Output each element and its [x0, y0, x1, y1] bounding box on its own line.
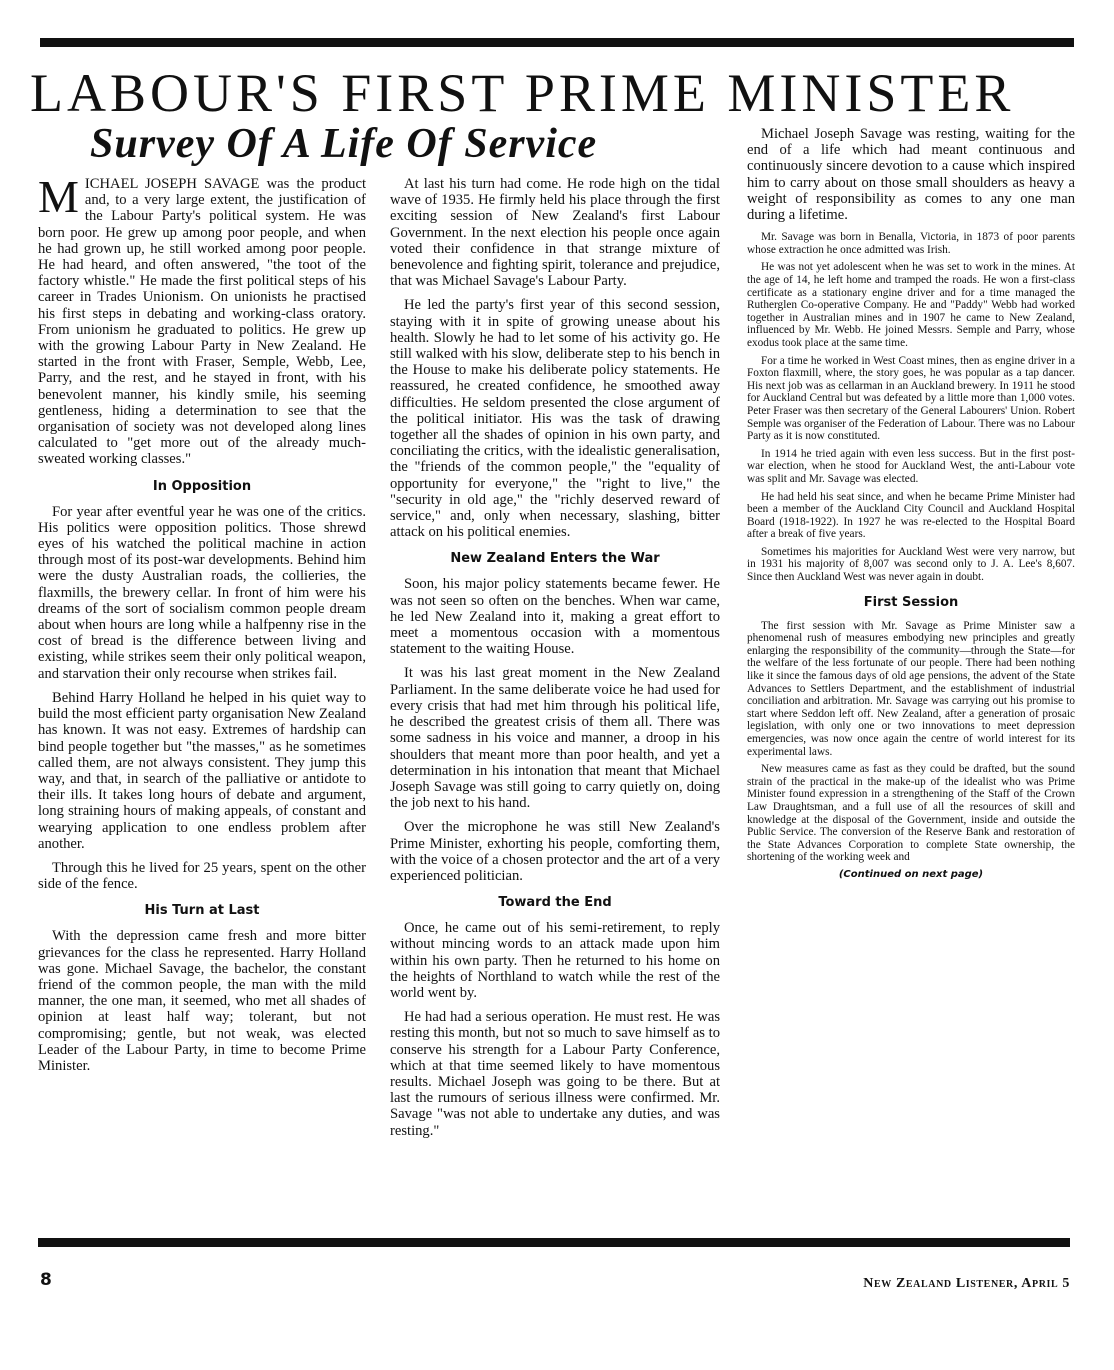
publication-footer: New Zealand Listener, April 5: [863, 1276, 1070, 1291]
bio-paragraph: Mr. Savage was born in Benalla, Victoria, in 1873 of poor parents whose extraction he once admitted was Irish.: [747, 231, 1075, 256]
drop-cap: M: [38, 171, 79, 222]
section-heading-war: New Zealand Enters the War: [450, 551, 660, 567]
section-heading-turn: His Turn at Last: [144, 903, 260, 919]
bio-paragraph: Sometimes his majorities for Auckland West were very narrow, but in 1931 his majority of 8,007 was second only to J. A. Lee's 8,607. Since then Auckland West was never again in doubt.: [747, 545, 1075, 584]
top-rule: [40, 38, 1074, 47]
section-heading-end: Toward the End: [498, 895, 612, 911]
paragraph: Michael Joseph Savage was resting, waiting for the end of a life which had meant continuous and continuously sincere devotion to a cause which inspired him to carry about on those small shoulders as heavy a weight of responsibility as comes to any one man during a lifetime.: [747, 126, 1075, 224]
paragraph: It was his last great moment in the New Zealand Parliament. In the same deliberate voice he had used for every crisis that had met him through his political life, he described the greatest crisis of them all. There was some sadness in his voice and manner, a droop in his shoulders that meant more than poor health, and yet a determination in his intonation that meant that Michael Joseph Savage was still going to carry quietly on, doing the job next to his hand.: [390, 665, 720, 812]
paragraph: He led the party's first year of this second session, staying with it in spite of growing unease about his health. Slowly he had to let some of his activity go. He still walked with his slow, deliberate step to his bench in the House to make his deliberate policy statements. He reassured, he created confidence, he smoothed away difficulties. He seldom presented the close argument of the political initiator. His was the task of drawing together all the shades of opinion in his own party, and conciliating the critics, with the idealistic generalisation, the "friends of the common people," the "equality of opportunity for everyone," the "right to live," the "security in old age," the "richly deserved reward of service," and, only when necessary, slashing, bitter attack on his political enemies.: [390, 297, 720, 541]
column-2: [390, 176, 720, 1147]
headline: LABOUR'S FIRST PRIME MINISTER: [30, 63, 1015, 123]
bio-paragraph: In 1914 he tried again with even less success. But in the first post-war election, when he stood for Auckland West, the anti-Labour vote was split and Mr. Savage was elected.: [747, 447, 1075, 485]
lead-paragraph: [38, 171, 366, 468]
bio-paragraph: He had held his seat since, and when he became Prime Minister had been a member of the Auckland City Council and Auckland Hospital Board (1918-1922). In 1927 he was re-elected to the Hospital Board after a break of five years.: [747, 490, 1075, 541]
continued-note: (Continued on next page): [838, 868, 984, 880]
bio-paragraph: For a time he worked in West Coast mines, then as engine driver in a Foxton flaxmill, where, the story goes, he was popular as a tap dancer. His next job was as cellarman in an Auckland brewery. In 1911 he stood for Auckland Central but was defeated by a little more than 1,000 votes. Peter Fraser was then secretary of the General Labourers' Union. Robert Semple was organiser of the Federation of Labour. There was no Labour Party as it is now constituted.: [747, 354, 1075, 443]
paragraph: For year after eventful year he was one of the critics. His politics were opposition politics. Those shrewd eyes of his watched the political machine in action through most of its post-war developments. Behind him were the dusty Australian roads, the collieries, the flaxmills, the brewery cellar. In front of him were his dreams of the sort of socialism common people dream about when hours are long while a halfpenny rise in the cost of bread is the difference between living and existing, while strikes seem their only political weapon, and starvation their only recourse when strikes fail.: [38, 503, 366, 682]
section-heading-session: First Session: [863, 594, 959, 610]
paragraph: The first session with Mr. Savage as Prime Minister saw a phenomenal rush of measures embodying new principles and greatly enlarging the responsibility of the community—through the State—for the welfare of the less fortunate of our people. There had been nothing like it since the famous days of old age pensions, the advent of the State Advances to Settlers Department, and the establishment of industrial conciliation and arbitration. Mr. Savage was carrying out his promise to start where Seddon left off. New Zealand, after a generation of prosaic legislation, with only one or two innovations to meet depression emergencies, was now once again the centre of world interest for its experimental laws.: [747, 619, 1075, 758]
lead-text: ICHAEL JOSEPH SAVAGE was the product and, to a very large extent, the justification of the Labour Party's political system. He was born poor. He grew up among poor people, and when he had grown up, he still worked among poor people. He had heard, and often answered, "the toot of the factory whistle." He made the first political steps of his career in Trades Unionism. On unionists he practised his first steps in debating and working-class oratory. From unionism he graduated to politics. He grew up with the growing Labour Party in New Zealand. He started in the front with Fraser, Semple, Webb, Lee, Parry, and the rest, and he stayed in front, with his benevolent manner, his kindly smile, his seeming gentleness, hiding a determination to see that the organisation of society was not developed along lines calculated to "get more out of the already much-sweated working classes.": [38, 176, 366, 468]
paragraph: He had had a serious operation. He must rest. He was resting this month, but not so much to save himself as to conserve his strength for a Labour Party Conference, which at that time seemed likely to have momentous results. Michael Joseph was going to be there. But at last the rumours of serious illness were confirmed. Mr. Savage "was not able to undertake any duties, and was resting.": [390, 1009, 720, 1139]
paragraph: Through this he lived for 25 years, spent on the other side of the fence.: [38, 859, 366, 893]
paragraph: Behind Harry Holland he helped in his quiet way to build the most efficient party organisation New Zealand has known. It was not easy. Extremes of hardship can bind people together but "the masses," as he sometimes called them, are not always consistent. They jump this way, and that, in search of the palliative or antidote to their ills. It takes long hours of debate and argument, long straining hours of making appeals, of constant and wearying application to one endless problem after another.: [38, 689, 366, 852]
paragraph: Soon, his major policy statements became fewer. He was not seen so often on the benches. When war came, he led New Zealand into it, making a great effort to meet a momentous occasion with a momentous statement to the waiting House.: [390, 576, 720, 658]
paragraph: Once, he came out of his semi-retirement, to reply without mincing words to an attack made upon him within his own party. Then he returned to his home on the heights of Northland to watch while the rest of the world went by.: [390, 920, 720, 1001]
paragraph: New measures came as fast as they could be drafted, but the sound strain of the practical in the make-up of the idealist who was Prime Minister found expression in a strengthening of the Staff of the Crown Law Draughtsman, and a full use of all the resources of skill and knowledge at the disposal of the Government, inside and outside the Public Service. The conversion of the Reserve Bank and restoration of the State Advances Corporation to complete State ownership, the shortening of the working week and: [747, 763, 1075, 864]
column-1: [38, 171, 366, 1082]
biography-section: [747, 231, 1075, 583]
paragraph: Over the microphone he was still New Zealand's Prime Minister, exhorting his people, comforting them, with the voice of a chosen protector and the art of a very experienced politician.: [390, 819, 720, 884]
subtitle: Survey Of A Life Of Service: [90, 121, 598, 167]
paragraph: With the depression came fresh and more bitter grievances for the class he represented. Harry Holland was gone. Michael Savage, the bachelor, the constant friend of the common people, the man with the mild manner, the one man, it seemed, who met all shades of opinion at least half way; tolerant, but not compromising; gentle, but not weak, was elected Leader of the Labour Party, in time to become Prime Minister.: [38, 928, 366, 1074]
bio-paragraph: He was not yet adolescent when he was set to work in the mines. At the age of 14, he left home and tramped the roads. He won a first-class certificate as a stationary engine driver and for a time managed the Rutherglen Co-operative Company. He and "Paddy" Webb had worked together in Australian mines and in 1907 he came to New Zealand, influenced by Mr. Webb. He joined Messrs. Semple and Parry, whose exodus took place at the same time.: [747, 261, 1075, 349]
bottom-rule: [38, 1238, 1070, 1247]
page-number: 8: [40, 1270, 52, 1290]
paragraph: At last his turn had come. He rode high on the tidal wave of 1935. He firmly held his place through the first exciting session of New Zealand's first Labour Government. In the next election his people once again voted their confidence in that strange mixture of benevolence and fighting spirit, tolerance and prejudice, that was Michael Savage's Labour Party.: [390, 176, 720, 290]
section-heading-opposition: In Opposition: [152, 478, 252, 494]
column-3: [747, 126, 1075, 882]
